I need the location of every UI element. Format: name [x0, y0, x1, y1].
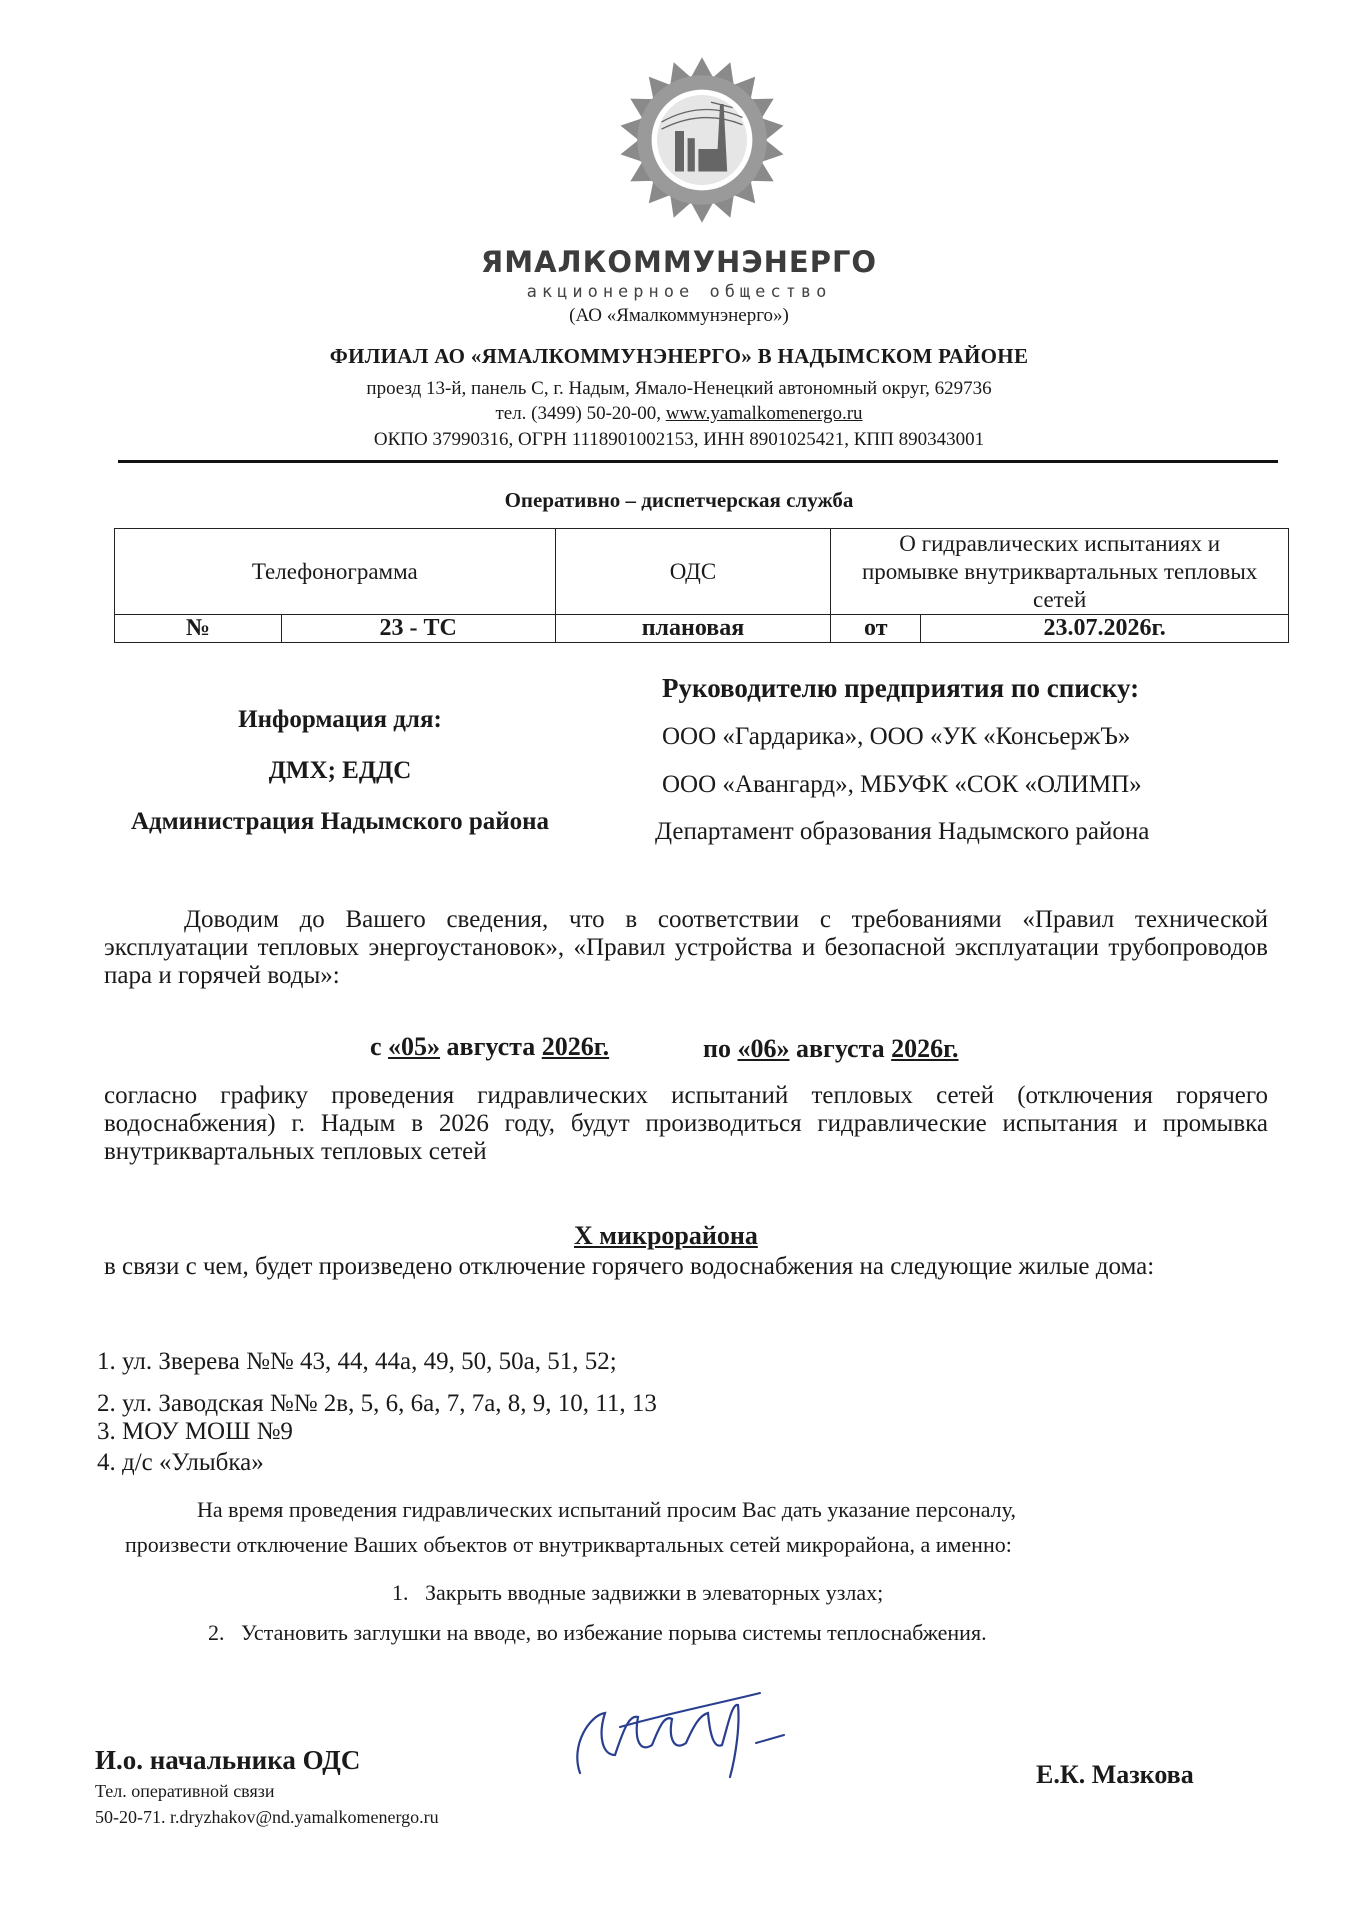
info-line-2: Администрация Надымского района	[130, 808, 550, 835]
document-org: ОДС	[555, 529, 831, 615]
house-item-1: 1. ул. Зверева №№ 43, 44, 44а, 49, 50, 50а, 51, 52;	[97, 1348, 617, 1375]
company-short-name: (АО «Ямалкоммунэнерго»)	[569, 305, 789, 326]
house-item-3: 3. МОУ МОШ №9	[97, 1418, 293, 1445]
recipients-line-3: Департамент образования Надымского района	[655, 818, 1150, 845]
recipients-line-1: ООО «Гардарика», ООО «УК «КонсьержЪ»	[662, 723, 1131, 750]
period-from-month: августа	[446, 1032, 536, 1061]
period-to-prefix: по	[703, 1034, 731, 1063]
document-kind: плановая	[555, 615, 831, 643]
intro-paragraph: Доводим до Вашего сведения, что в соответствии с требованиями «Правил технической эксплуатации тепловых энергоустановок», «Правил устройства и безопасной эксплуатации трубопроводов пара и горячей воды»:	[104, 906, 1268, 989]
request-line-1: На время проведения гидравлических испытаний просим Вас дать указание персоналу,	[197, 1497, 1016, 1522]
contact-details: 50-20-71. r.dryzhakov@nd.yamalkomenergo.ru	[95, 1807, 439, 1827]
company-logo	[612, 50, 792, 230]
number-label: №	[115, 615, 282, 643]
info-line-1: ДМХ; ЕДДС	[268, 757, 412, 784]
document-number: 23 - ТС	[281, 615, 555, 643]
info-title: Информация для:	[238, 706, 442, 733]
recipients-line-2: ООО «Авангард», МБУФК «СОК «ОЛИМП»	[662, 771, 1142, 798]
recipients-title: Руководителю предприятия по списку:	[662, 673, 1140, 703]
house-item-4: 4. д/с «Улыбка»	[97, 1449, 264, 1476]
signer-title: И.о. начальника ОДС	[95, 1745, 361, 1775]
document-date: 23.07.2026г.	[921, 615, 1289, 643]
period-from-day: «05»	[388, 1032, 441, 1061]
period-to-month: августа	[795, 1034, 885, 1063]
signer-name: Е.К. Мазкова	[1036, 1760, 1194, 1789]
document-type: Телефонограмма	[115, 529, 556, 615]
company-form: акционерное общество	[526, 282, 832, 302]
phone-text: тел. (3499) 50-20-00,	[495, 403, 661, 424]
branch-name: ФИЛИАЛ АО «ЯМАЛКОММУНЭНЕРГО» В НАДЫМСКОМ РАЙОНЕ	[329, 344, 1029, 368]
contact-line	[0, 403, 1358, 425]
address-line: проезд 13-й, панель С, г. Надым, Ямало-Ненецкий автономный округ, 629736	[366, 378, 992, 399]
period-from	[370, 1032, 609, 1062]
step-item-1: 1. Закрыть вводные задвижки в элеваторных узлах;	[392, 1580, 884, 1605]
period-to	[703, 1034, 959, 1064]
website-link[interactable]: www.yamalkomenergo.ru	[665, 403, 863, 424]
period-to-year: 2026г.	[891, 1034, 959, 1063]
district-title: X микрорайона	[574, 1221, 758, 1250]
company-name: ЯМАЛКОММУНЭНЕРГО	[480, 245, 878, 279]
house-item-2: 2. ул. Заводская №№ 2в, 5, 6, 6а, 7, 7а, 8, 9, 10, 11, 13	[97, 1390, 657, 1417]
document-subject: О гидравлических испытаниях и промывке внутриквартальных тепловых сетей	[831, 529, 1289, 615]
request-line-2: произвести отключение Ваших объектов от внутриквартальных сетей микрорайона, а именно:	[125, 1532, 1012, 1557]
step-item-2: 2. Установить заглушки на вводе, во избежание порыва системы теплоснабжения.	[208, 1620, 987, 1645]
period-to-day: «06»	[737, 1034, 790, 1063]
service-name: Оперативно – диспетчерская служба	[504, 488, 854, 512]
shutdown-paragraph: в связи с чем, будет произведено отключение горячего водоснабжения на следующие жилые дома:	[104, 1253, 1155, 1280]
handwritten-signature	[560, 1685, 830, 1790]
period-from-prefix: с	[370, 1032, 382, 1061]
requisites-line: ОКПО 37990316, ОГРН 1118901002153, ИНН 8901025421, КПП 890343001	[373, 429, 985, 450]
telephonogram-table	[114, 528, 1289, 643]
schedule-paragraph: согласно графику проведения гидравлических испытаний тепловых сетей (отключения горячего водоснабжения) г. Надым в 2026 году, будут производиться гидравлические испытания и промывка внутриквартальных тепловых сетей	[104, 1082, 1268, 1165]
header-divider	[118, 460, 1278, 463]
date-label: от	[831, 615, 921, 643]
contact-label: Тел. оперативной связи	[95, 1781, 275, 1801]
period-from-year: 2026г.	[541, 1032, 610, 1061]
